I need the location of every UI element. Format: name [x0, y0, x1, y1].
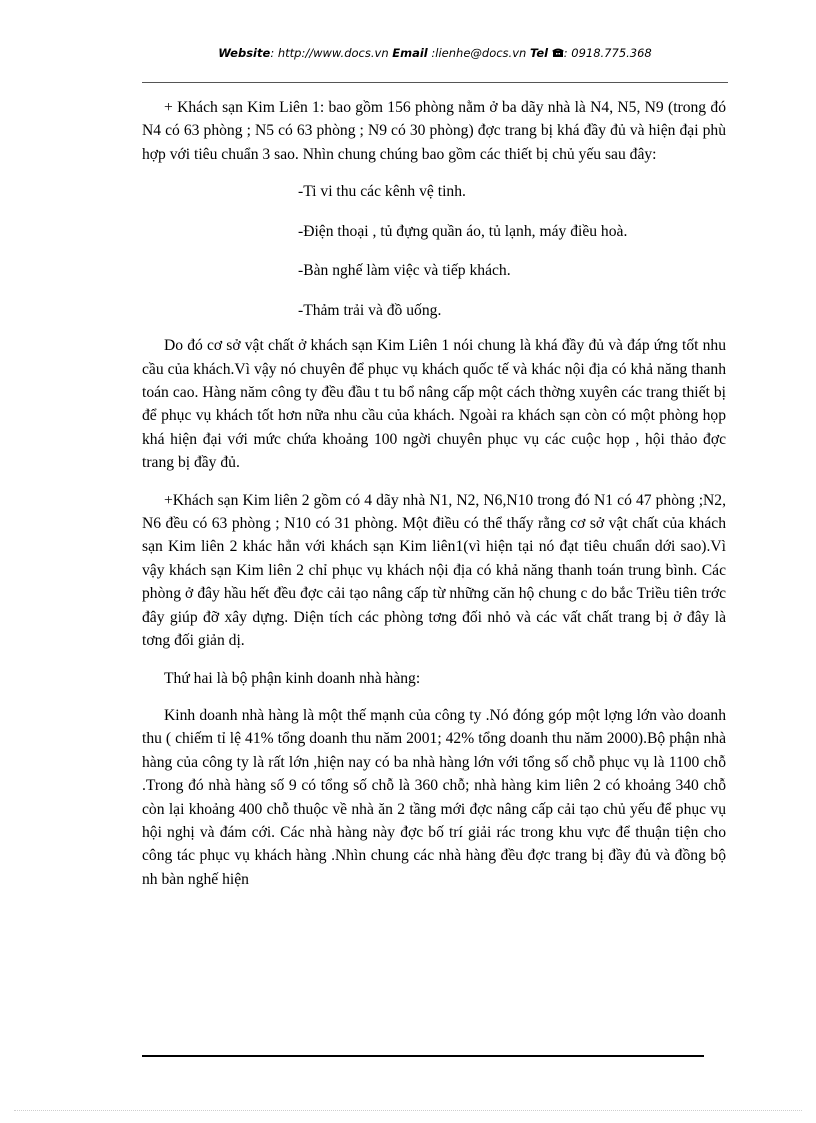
- website-label: Website: [218, 46, 271, 60]
- footer-divider: [142, 1055, 704, 1057]
- list-item: -Điện thoại , tủ đựng quần áo, tủ lạnh, máy điều hoà.: [298, 222, 628, 240]
- document-body: [142, 96, 726, 891]
- list-item: -Bàn nghế làm việc và tiếp khách.: [298, 262, 511, 280]
- website-url[interactable]: : http://www.docs.vn: [270, 46, 389, 60]
- paragraph-facilities: Do đó cơ sở vật chất ở khách sạn Kim Liên 1 nói chung là khá đầy đủ và đáp ứng tốt nhu cầu của khách.Vì vậy nó chuyên để phục vụ khách quốc tế và khác nội địa có khả năng thanh toán cao. Hàng năm công ty đều đầu t tu bổ nâng cấp một cách thờng xuyên các trang thiết bị để phục vụ khách tốt hơn nữa nhu cầu của khách. Ngoài ra khách sạn còn có một phòng họp khá hiện đại với mức chứa khoảng 100 ngời chuyên phục vụ các cuộc họp , hội thảo đợc trang bị đầy đủ.: [142, 337, 726, 472]
- paragraph-kim-lien-1: + Khách sạn Kim Liên 1: bao gồm 156 phòng nằm ở ba dãy nhà là N4, N5, N9 (trong đó N4 có 63 phòng ; N5 có 63 phòng ; N9 có 30 phòng) đợc trang bị khá đầy đủ và hiện đại phù hợp với tiêu chuẩn 3 sao. Nhìn chung chúng bao gồm các thiết bị chủ yếu sau đây:: [142, 99, 726, 163]
- phone-icon: [552, 47, 564, 58]
- paragraph-kim-lien-2: +Khách sạn Kim liên 2 gồm có 4 dãy nhà N1, N2, N6,N10 trong đó N1 có 47 phòng ;N2, N6 đều có 63 phòng ; N10 có 31 phòng. Một điều có thể thấy rằng cơ sở vật chất của khách sạn Kim liên 2 khác hẳn với khách sạn Kim liên1(vì hiện tại nó đạt tiêu chuẩn dới sao).Vì vậy khách sạn Kim liên 2 chỉ phục vụ khách nội địa có khả năng thanh toán trung bình. Các phòng ở đây hầu hết đều đợc cải tạo nâng cấp từ những căn hộ chung c do bắc Triều tiên trớc đây giúp đỡ xây dựng. Diện tích các phòng tơng đối nhỏ và các vất chất trang bị ở đây là tơng đối giản dị.: [142, 491, 726, 650]
- tel-number: : 0918.775.368: [563, 46, 652, 60]
- paragraph-restaurant: Kinh doanh nhà hàng là một thế mạnh của công ty .Nó đóng góp một lợng lớn vào doanh thu ( chiếm tỉ lệ 41% tổng doanh thu năm 2001; 42% tổng doanh thu năm 2000).Bộ phận nhà hàng của công ty là rất lớn ,hiện nay có ba nhà hàng lớn với tổng số chỗ phục vụ là 1100 chỗ .Trong đó nhà hàng số 9 có tổng số chỗ là 360 chỗ; nhà hàng kim liên 2 có khoảng 340 chỗ còn lại khoảng 400 chỗ thuộc về nhà ăn 2 tầng mới đợc nâng cấp cải tạo chủ yếu để phục vụ hội nghị và đám cới. Các nhà hàng này đợc bố trí giải rác trong khu vực để thuận tiện cho công tác phục vụ khách hàng .Nhìn chung các nhà hàng đều đợc trang bị đầy đủ và đồng bộ nh bàn nghế hiện: [142, 706, 726, 888]
- email-separator: :: [427, 46, 436, 60]
- email-address[interactable]: lienhe@docs.vn: [435, 46, 527, 60]
- list-item: -Thảm trải và đồ uống.: [298, 301, 442, 319]
- email-label: Email: [392, 46, 428, 60]
- header-divider: [142, 82, 728, 83]
- page-header: [142, 46, 728, 68]
- tel-label: Tel: [529, 46, 549, 60]
- list-item: -Ti vi thu các kênh vệ tinh.: [298, 183, 466, 201]
- paragraph-restaurant-heading: Thứ hai là bộ phận kinh doanh nhà hàng:: [164, 669, 421, 687]
- equipment-list: [142, 172, 726, 330]
- page-bottom-border: [14, 1110, 802, 1111]
